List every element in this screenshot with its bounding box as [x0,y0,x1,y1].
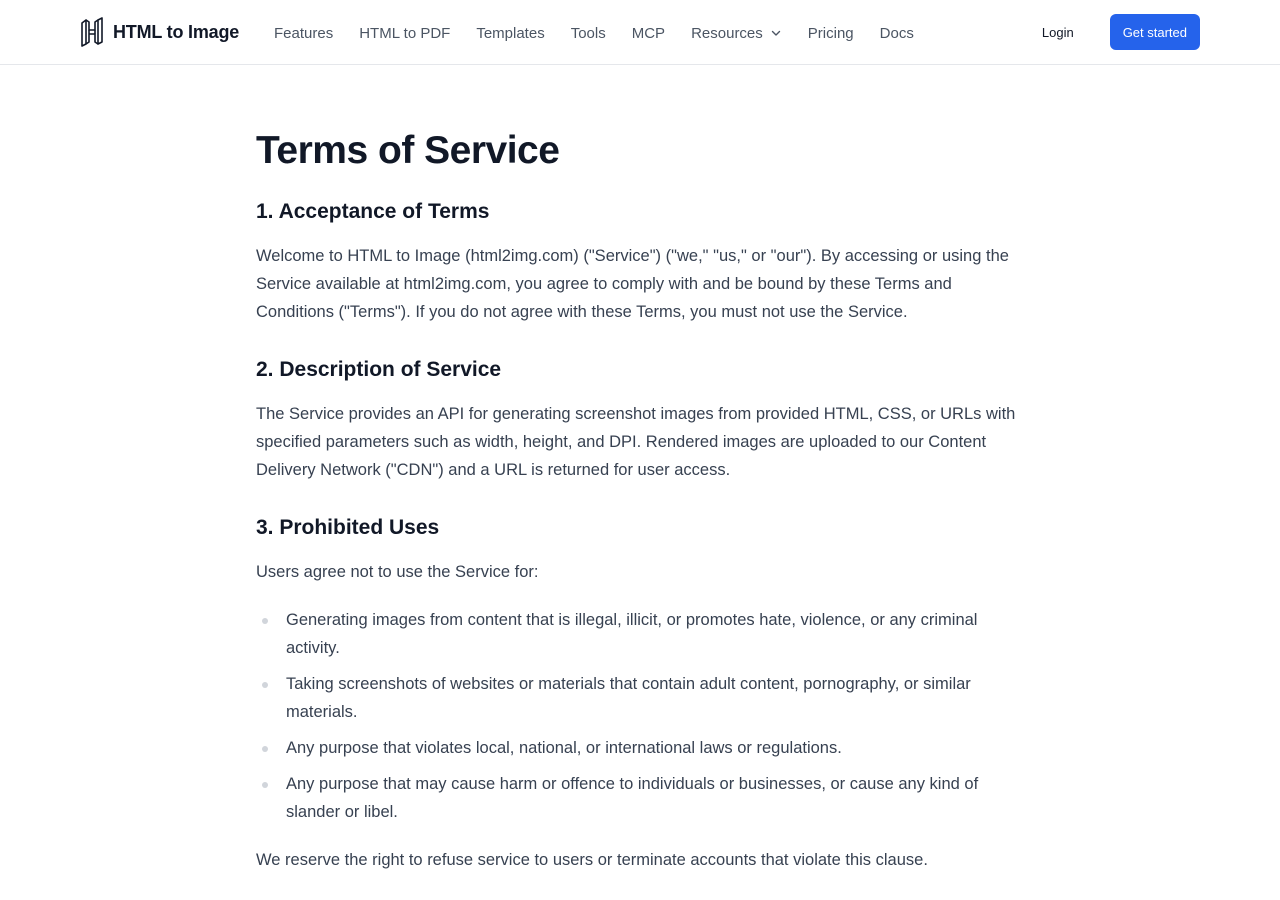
header-actions [1042,14,1200,50]
list-item-text: Any purpose that may cause harm or offence to individuals or businesses, or cause any kind of slander or libel. [286,775,979,821]
prohibited-uses-closing: We reserve the right to refuse service to users or terminate accounts that violate this clause. [256,851,928,869]
section-heading-prohibited-uses: 3. Prohibited Uses [256,516,440,539]
section-paragraph-description: The Service provides an API for generating screenshot images from provided HTML, CSS, or URLs with specified parameters such as width, height, and DPI. Rendered images are uploaded to our Content Delivery Network ("CDN") and a URL is returned for user access. [256,405,1016,479]
nav-features[interactable]: Features [274,24,334,42]
site-header [0,0,1280,65]
nav-docs[interactable]: Docs [879,24,914,42]
page-title: Terms of Service [256,129,560,172]
list-item [256,606,1016,662]
nav-resources-label: Resources [691,24,763,42]
bullet-dot [262,746,268,752]
list-item-text: Any purpose that violates local, national, or international laws or regulations. [286,739,842,757]
brand-link[interactable] [80,16,239,48]
main-nav [274,20,914,46]
section-heading-description: 2. Description of Service [256,358,502,381]
login-link[interactable]: Login [1041,24,1074,40]
nav-resources-dropdown[interactable] [691,25,782,42]
nav-tools[interactable]: Tools [570,24,606,42]
terms-content [256,65,1016,874]
section-paragraph-acceptance: Welcome to HTML to Image (html2img.com) ("Service") ("we," "us," or "our"). By accessing or using the Service available at html2img.com, you agree to comply with and be bound by these Terms and Conditions ("Terms"). If you do not agree with these Terms, you must not use the Service. [256,247,1009,321]
nav-templates[interactable]: Templates [476,24,545,42]
logo-icon [80,17,104,47]
nav-html-to-pdf[interactable]: HTML to PDF [359,24,451,42]
list-item [256,670,1016,726]
list-item-text: Taking screenshots of websites or materials that contain adult content, pornography, or similar materials. [286,675,971,721]
nav-mcp[interactable]: MCP [631,24,666,42]
brand-name: HTML to Image [113,21,240,42]
get-started-button[interactable]: Get started [1110,14,1200,50]
list-item-text: Generating images from content that is illegal, illicit, or promotes hate, violence, or any criminal activity. [286,611,978,657]
prohibited-uses-intro: Users agree not to use the Service for: [256,563,539,581]
list-item [256,734,1016,762]
bullet-dot [262,782,268,788]
chevron-down-icon [770,27,782,39]
section-heading-acceptance: 1. Acceptance of Terms [256,200,490,223]
bullet-dot [262,682,268,688]
prohibited-uses-list [256,606,1016,826]
nav-pricing[interactable]: Pricing [807,24,854,42]
list-item [256,770,1016,826]
bullet-dot [262,618,268,624]
